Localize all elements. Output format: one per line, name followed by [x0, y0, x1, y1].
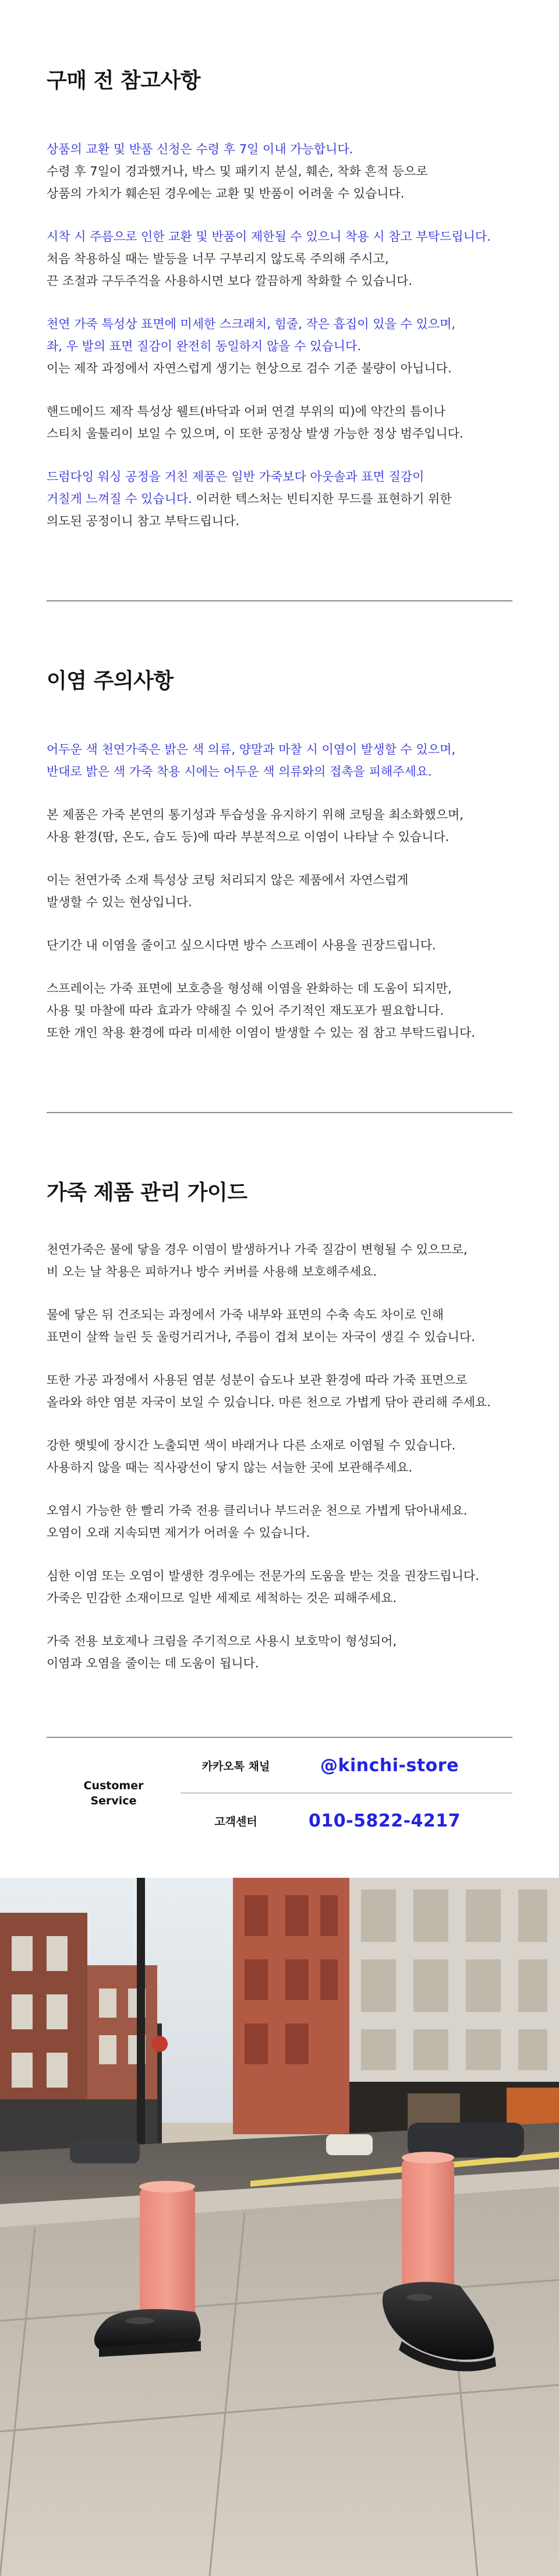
body-text: 비 오는 날 착용은 피하거나 방수 커버를 사용해 보호해주세요. — [47, 1265, 377, 1279]
paragraph — [47, 1500, 512, 1544]
paragraph-line — [47, 1391, 512, 1413]
paragraph-line — [47, 761, 512, 783]
paragraph — [47, 400, 512, 445]
body-text: 단기간 내 이염을 줄이고 싶으시다면 방수 스프레이 사용을 권장드립니다. — [47, 938, 436, 952]
highlighted-text: 어두운 색 천연가죽은 밝은 색 의류, 양말과 마찰 시 이염이 발생할 수 있으며, — [47, 742, 456, 756]
paragraph-line — [47, 466, 512, 488]
paragraph-line — [47, 804, 512, 826]
paragraph — [47, 313, 512, 379]
paragraph-line — [47, 1630, 512, 1652]
body-text: 이는 천연가죽 소재 특성상 코팅 처리되지 않은 제품에서 자연스럽게 — [47, 873, 409, 887]
paragraph-line — [47, 357, 512, 379]
body-text: 처음 착용하실 때는 발등을 너무 구부리지 않도록 주의해 주시고, — [47, 252, 389, 266]
body-text: 스프레이는 가죽 표면에 보호층을 형성해 이염을 완화하는 데 도움이 되지만, — [47, 981, 452, 995]
paragraph-line — [47, 182, 512, 205]
body-text: 강한 햇빛에 장시간 노출되면 색이 바래거나 다른 소재로 이염될 수 있습니다. — [47, 1438, 456, 1452]
customer-service-box — [47, 1737, 512, 1849]
customer-service-label-line1: Customer — [83, 1779, 144, 1792]
paragraph-line — [47, 270, 512, 292]
body-text: 물에 닿은 뒤 건조되는 과정에서 가죽 내부와 표면의 수축 속도 차이로 인해 — [47, 1308, 444, 1322]
paragraph — [47, 977, 512, 1044]
paragraph-line — [47, 400, 512, 423]
paragraph-line — [47, 138, 512, 160]
paragraph-line — [47, 977, 512, 1000]
paragraph-line — [47, 1587, 512, 1609]
product-lifestyle-photo — [0, 1878, 559, 2576]
body-text: 발생할 수 있는 현상입니다. — [47, 895, 192, 909]
customer-service-label-line2: Service — [90, 1794, 137, 1807]
section-purchase-notes — [0, 64, 559, 553]
paragraph-line — [47, 313, 512, 335]
section-body — [47, 738, 512, 1044]
section-body — [47, 1238, 512, 1674]
kakao-channel-id[interactable]: @kinchi-store — [320, 1755, 459, 1776]
paragraph-line — [47, 226, 512, 248]
body-text: 오염이 오래 지속되면 제거가 어려울 수 있습니다. — [47, 1526, 310, 1540]
section-dye-transfer-caution — [0, 664, 559, 1065]
highlighted-text: 드럼다잉 워싱 공정을 거친 제품은 일반 가죽보다 아웃솔과 표면 질감이 — [47, 470, 424, 484]
paragraph — [47, 869, 512, 913]
paragraph-line — [47, 488, 512, 510]
paragraph-line — [47, 248, 512, 270]
body-text: 끈 조절과 구두주걱을 사용하시면 보다 깔끔하게 착화할 수 있습니다. — [47, 274, 413, 288]
paragraph — [47, 1630, 512, 1674]
paragraph-line — [47, 1000, 512, 1022]
paragraph — [47, 1304, 512, 1348]
body-text: 사용 환경(땀, 온도, 습도 등)에 따라 부분적으로 이염이 나타날 수 있습니다. — [47, 830, 450, 844]
right-buildings — [233, 1878, 559, 2152]
paragraph-line — [47, 738, 512, 761]
kakao-channel-label: 카카오톡 채널 — [201, 1759, 270, 1773]
paragraph-line — [47, 1434, 512, 1456]
paragraph-line — [47, 1456, 512, 1479]
body-text: 상품의 가치가 훼손된 경우에는 교환 및 반품이 어려울 수 있습니다. — [47, 186, 405, 200]
phone-row — [181, 1793, 512, 1848]
paragraph — [47, 138, 512, 205]
paragraph — [47, 738, 512, 783]
highlighted-text: 좌, 우 발의 표면 질감이 완전히 동일하지 않을 수 있습니다. — [47, 339, 362, 353]
paragraph-line — [47, 1369, 512, 1391]
paragraph — [47, 226, 512, 292]
customer-service-label — [47, 1738, 181, 1849]
paragraph-line — [47, 1238, 512, 1261]
section-body — [47, 138, 512, 532]
highlighted-text: 천연 가죽 특성상 표면에 미세한 스크래치, 힘줄, 작은 흡집이 있을 수 있으며, — [47, 317, 456, 331]
paragraph — [47, 1238, 512, 1283]
paragraph-line — [47, 1565, 512, 1587]
paragraph — [47, 1434, 512, 1479]
paragraph-line — [47, 891, 512, 913]
section-title: 구매 전 참고사항 — [47, 69, 200, 93]
paragraph — [47, 934, 512, 956]
paragraph — [47, 1369, 512, 1413]
section-title: 이염 주의사항 — [47, 669, 174, 693]
paragraph — [47, 466, 512, 532]
body-text: 이러한 텍스처는 빈티지한 무드를 표현하기 위한 — [192, 492, 452, 506]
body-text: 본 제품은 가죽 본연의 통기성과 투습성을 유지하기 위해 코팅을 최소화했으며, — [47, 808, 464, 822]
body-text: 가죽 전용 보호제나 크림을 주기적으로 사용시 보호막이 형성되어, — [47, 1634, 397, 1648]
body-text: 천연가죽은 물에 닿을 경우 이염이 발생하거나 가죽 질감이 변형될 수 있으므로, — [47, 1243, 468, 1257]
phone-number[interactable]: 010-5822-4217 — [309, 1810, 461, 1831]
body-text: 핸드메이드 제작 특성상 웰트(바닥과 어퍼 연결 부위의 띠)에 약간의 틈이나 — [47, 404, 446, 418]
section-title: 가죽 제품 관리 가이드 — [47, 1181, 247, 1205]
paragraph-line — [47, 510, 512, 532]
highlighted-text: 시착 시 주름으로 인한 교환 및 반품이 제한될 수 있으니 착용 시 참고 부탁드립니다. — [47, 230, 491, 244]
paragraph-line — [47, 423, 512, 445]
paragraph-line — [47, 1261, 512, 1283]
body-text: 이는 제작 과정에서 자연스럽게 생기는 현상으로 검수 기준 불량이 아닙니다. — [47, 361, 452, 375]
paragraph-line — [47, 1522, 512, 1544]
paragraph-line — [47, 160, 512, 182]
body-text: 이염과 오염을 줄이는 데 도움이 됩니다. — [47, 1656, 259, 1670]
body-text: 오염시 가능한 한 빨리 가죽 전용 클리너나 부드러운 천으로 가볍게 닦아내세요. — [47, 1504, 468, 1518]
highlighted-text: 상품의 교환 및 반품 신청은 수령 후 7일 이내 가능합니다. — [47, 142, 353, 156]
section-divider — [47, 1112, 512, 1113]
section-leather-care-guide — [0, 1176, 559, 1695]
body-text: 또한 가공 과정에서 사용된 염분 성분이 습도나 보관 환경에 따라 가죽 표면으로 — [47, 1373, 468, 1387]
paragraph-line — [47, 1500, 512, 1522]
highlighted-text: 거칠게 느껴질 수 있습니다. — [47, 492, 192, 506]
paragraph-line — [47, 1022, 512, 1044]
body-text: 사용 및 마찰에 따라 효과가 약해질 수 있어 주기적인 재도포가 필요합니다. — [47, 1004, 444, 1018]
paragraph-line — [47, 826, 512, 848]
paragraph-line — [47, 934, 512, 956]
kakao-channel-row — [181, 1738, 512, 1793]
section-divider — [47, 600, 512, 601]
phone-label: 고객센터 — [214, 1815, 257, 1828]
paragraph-line — [47, 869, 512, 891]
body-text: 올라와 하얀 염분 자국이 보일 수 있습니다. 마른 천으로 가볍게 닦아 관리해 주세요. — [47, 1395, 491, 1409]
body-text: 표면이 살짝 늘린 듯 울렁거리거나, 주름이 겹쳐 보이는 자국이 생길 수 있습니다. — [47, 1330, 475, 1344]
paragraph — [47, 1565, 512, 1609]
body-text: 또한 개인 착용 환경에 따라 미세한 이염이 발생할 수 있는 점 참고 부탁드립니다. — [47, 1026, 475, 1040]
paragraph-line — [47, 1652, 512, 1674]
body-text: 의도된 공정이니 참고 부탁드립니다. — [47, 514, 239, 528]
paragraph-line — [47, 335, 512, 357]
paragraph — [47, 804, 512, 848]
body-text: 스티치 울툴리이 보일 수 있으며, 이 또한 공정상 발생 가능한 정상 범주입니다. — [47, 427, 464, 441]
paragraph-line — [47, 1326, 512, 1348]
body-text: 사용하지 않을 때는 직사광선이 닿지 않는 서늘한 곳에 보관해주세요. — [47, 1461, 413, 1474]
paragraph-line — [47, 1304, 512, 1326]
highlighted-text: 반대로 밝은 색 가죽 착용 시에는 어두운 색 의류와의 접촉을 피해주세요. — [47, 765, 432, 779]
body-text: 가죽은 민감한 소재이므로 일반 세제로 세척하는 것은 피해주세요. — [47, 1591, 397, 1605]
body-text: 수령 후 7일이 경과했거나, 박스 및 패키지 분실, 훼손, 착화 흔적 등으로 — [47, 164, 428, 178]
body-text: 심한 이염 또는 오염이 발생한 경우에는 전문가의 도움을 받는 것을 권장드립니다. — [47, 1569, 479, 1583]
